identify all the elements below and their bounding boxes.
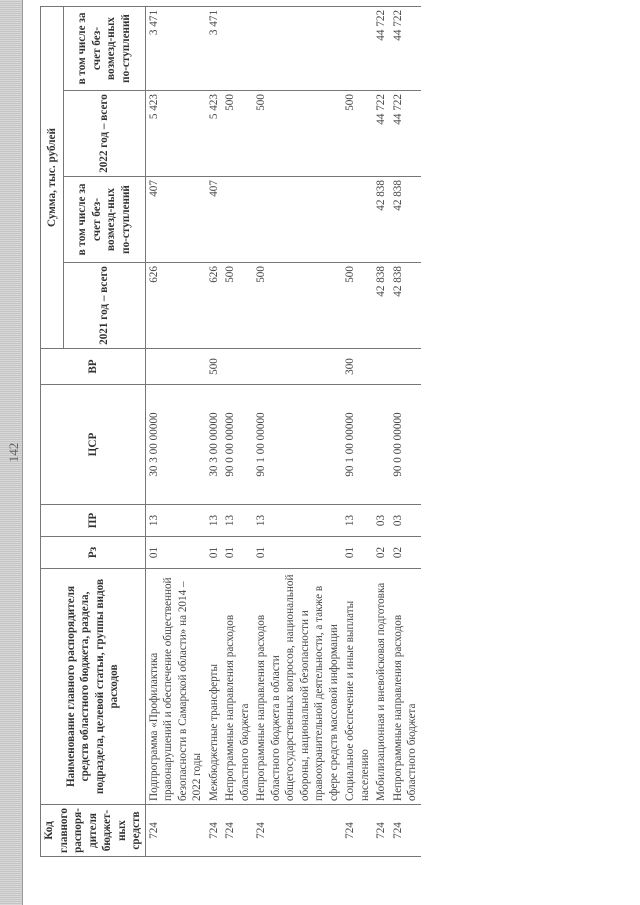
- rz-cell: 02: [390, 537, 421, 569]
- gratis-2021-cell: [222, 177, 253, 263]
- csr-cell: 90 0 00 00000: [222, 385, 253, 505]
- gratis-2022-cell: [222, 6, 253, 90]
- name-cell: Подпрограмма «Профилактика правонарушений и обеспечение общественной безопасности в Самарской области» на 2014 – 2022 годы: [145, 569, 206, 805]
- name-cell: Непрограммные направления расходов областного бюджета в области общегосударственных вопросов, национальной обороны, национальной безопасности и правоохранительной деятельности, а также в сфере средств массовой информации: [253, 569, 342, 805]
- table-row: [206, 6, 223, 856]
- code-cell: 724: [145, 805, 206, 857]
- gratis-2021-cell: [253, 177, 342, 263]
- gratis-2022-cell: 3 471: [206, 6, 223, 90]
- total-2022-cell: 5 423: [145, 91, 206, 177]
- gratis-2021-cell: 42 838: [373, 177, 390, 263]
- vr-cell: [145, 349, 206, 385]
- total-2022-cell: 5 423: [206, 91, 223, 177]
- code-cell: 724: [222, 805, 253, 857]
- page-number: 142: [6, 442, 21, 463]
- table-row: [145, 6, 206, 856]
- vr-cell: 500: [206, 349, 223, 385]
- rz-cell: 02: [373, 537, 390, 569]
- total-2021-cell: 626: [206, 263, 223, 349]
- total-2022-cell: 44 722: [390, 91, 421, 177]
- code-cell: 724: [373, 805, 390, 857]
- table-row: [390, 6, 421, 856]
- vr-cell: [253, 349, 342, 385]
- name-cell: Непрограммные направления расходов областного бюджета: [390, 569, 421, 805]
- vr-cell: [373, 349, 390, 385]
- total-2021-cell: 42 838: [390, 263, 421, 349]
- name-cell: Мобилизационная и вневойсковая подготовка: [373, 569, 390, 805]
- csr-cell: 90 1 00 00000: [253, 385, 342, 505]
- total-2021-cell: 500: [253, 263, 342, 349]
- vr-cell: 300: [342, 349, 373, 385]
- total-2021-cell: 626: [145, 263, 206, 349]
- total-2022-cell: 500: [253, 91, 342, 177]
- csr-cell: 90 0 00 00000: [390, 385, 421, 505]
- gratis-2021-cell: 407: [206, 177, 223, 263]
- table-row: [253, 6, 342, 856]
- code-cell: 724: [390, 805, 421, 857]
- header-csr: ЦСР: [41, 385, 146, 505]
- total-2021-cell: 500: [342, 263, 373, 349]
- gratis-2022-cell: [253, 6, 342, 90]
- total-2022-cell: 500: [222, 91, 253, 177]
- vr-cell: [390, 349, 421, 385]
- pr-cell: 13: [253, 505, 342, 537]
- code-cell: 724: [253, 805, 342, 857]
- total-2021-cell: 500: [222, 263, 253, 349]
- pr-cell: 13: [342, 505, 373, 537]
- rz-cell: 01: [206, 537, 223, 569]
- gratis-2021-cell: 407: [145, 177, 206, 263]
- table-row: [342, 6, 373, 856]
- gratis-2022-cell: 44 722: [373, 6, 390, 90]
- vr-cell: [222, 349, 253, 385]
- gratis-2022-cell: [342, 6, 373, 90]
- gratis-2021-cell: [342, 177, 373, 263]
- rz-cell: 01: [222, 537, 253, 569]
- header-2021-total: 2021 год – всего: [64, 263, 145, 349]
- code-cell: 724: [342, 805, 373, 857]
- csr-cell: 30 3 00 00000: [145, 385, 206, 505]
- header-2021-gratis: в том числе за счет без-возмезд-ных по-ступлений: [64, 177, 145, 263]
- table-row: [222, 6, 253, 856]
- pr-cell: 13: [222, 505, 253, 537]
- name-cell: Межбюджетные трансферты: [206, 569, 223, 805]
- gratis-2021-cell: 42 838: [390, 177, 421, 263]
- total-2022-cell: 500: [342, 91, 373, 177]
- csr-cell: 90 1 00 00000: [342, 385, 373, 505]
- total-2022-cell: 44 722: [373, 91, 390, 177]
- pr-cell: 03: [373, 505, 390, 537]
- rz-cell: 01: [253, 537, 342, 569]
- rz-cell: 01: [145, 537, 206, 569]
- header-code: Код главного распоря-дителя бюджет-ных средств: [41, 805, 146, 857]
- code-cell: 724: [206, 805, 223, 857]
- header-2022-total: 2022 год – всего: [64, 91, 145, 177]
- table-body: [145, 6, 421, 856]
- table-row: [373, 6, 390, 856]
- pr-cell: 13: [145, 505, 206, 537]
- csr-cell: 30 3 00 00000: [206, 385, 223, 505]
- name-cell: Социальное обеспечение и иные выплаты населению: [342, 569, 373, 805]
- header-2022-gratis: в том числе за счет без-возмезд-ных по-ступлений: [64, 6, 145, 90]
- table-header: [41, 6, 146, 856]
- header-name: Наименование главного распорядителя средств областного бюджета, раздела, подраздела, целевой статьи, группы видов расходов: [41, 569, 146, 805]
- header-sum: Сумма, тыс. рублей: [41, 6, 64, 348]
- header-rz: Рз: [41, 537, 146, 569]
- csr-cell: [373, 385, 390, 505]
- budget-table: [40, 6, 421, 857]
- rz-cell: 01: [342, 537, 373, 569]
- gratis-2022-cell: 3 471: [145, 6, 206, 90]
- gratis-2022-cell: 44 722: [390, 6, 421, 90]
- total-2021-cell: 42 838: [373, 263, 390, 349]
- pr-cell: 13: [206, 505, 223, 537]
- name-cell: Непрограммные направления расходов областного бюджета: [222, 569, 253, 805]
- header-vr: ВР: [41, 349, 146, 385]
- pr-cell: 03: [390, 505, 421, 537]
- header-pr: ПР: [41, 505, 146, 537]
